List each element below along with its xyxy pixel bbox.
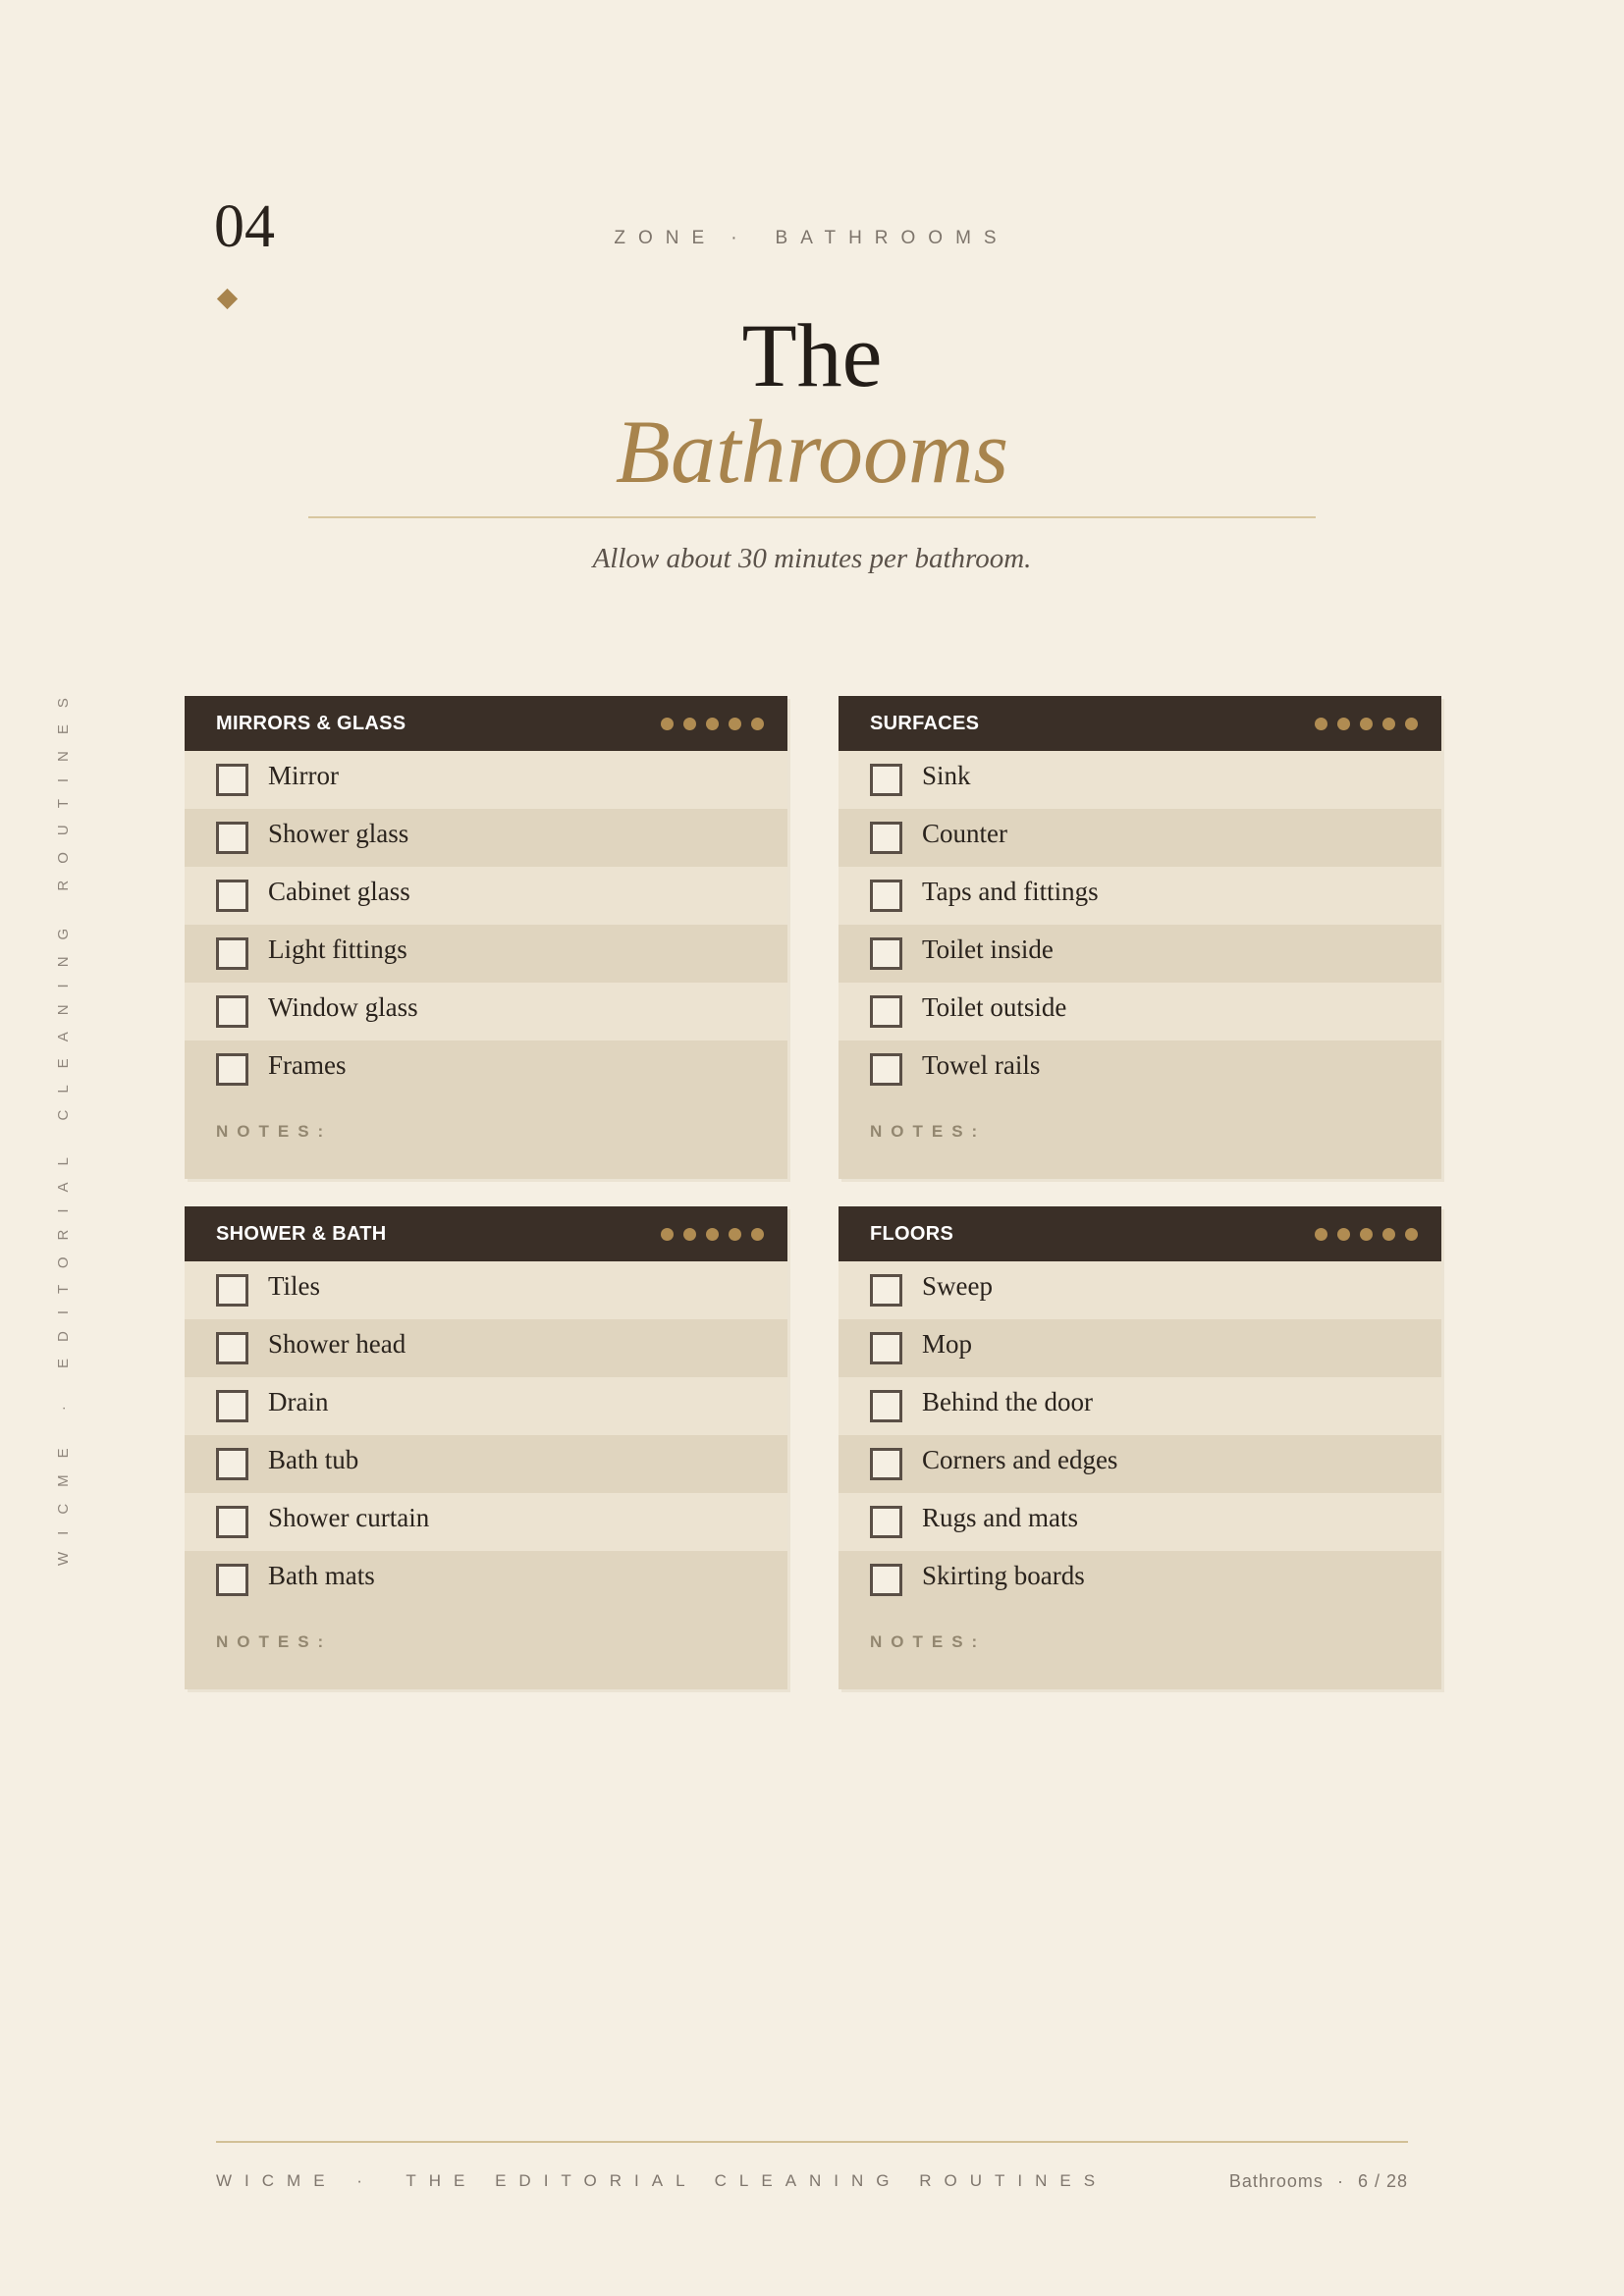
checklist-item[interactable]	[839, 1377, 1441, 1435]
dot-icon	[683, 718, 696, 730]
dot-icon	[1405, 1228, 1418, 1241]
checkbox[interactable]	[216, 764, 248, 796]
checklist-card	[185, 1206, 787, 1689]
footer-section: Bathrooms	[1228, 2171, 1324, 2191]
checklist-item[interactable]	[839, 809, 1441, 867]
checklist-item-label: Toilet inside	[922, 934, 1054, 964]
card-title: SURFACES	[870, 712, 980, 734]
checklist-item-label: Mirror	[268, 761, 339, 790]
checkbox[interactable]	[870, 937, 902, 970]
checkbox[interactable]	[870, 1506, 902, 1538]
zone-name: BATHROOMS	[775, 228, 1009, 248]
dot-icon	[1382, 718, 1395, 730]
checklist-item-label: Shower glass	[268, 819, 409, 848]
checkbox[interactable]	[216, 1448, 248, 1480]
checklist-item-label: Shower head	[268, 1329, 406, 1359]
checkbox[interactable]	[216, 995, 248, 1028]
header-dots-icon	[1315, 1228, 1418, 1241]
checklist-item[interactable]	[185, 1041, 787, 1098]
footer-series: THE EDITORIAL CLEANING ROUTINES	[406, 2171, 1109, 2190]
checkbox[interactable]	[216, 1332, 248, 1364]
checklist-card	[839, 696, 1441, 1179]
checklist-item[interactable]	[839, 925, 1441, 983]
card-header	[839, 1206, 1441, 1261]
notes-area[interactable]: NOTES:	[870, 1632, 987, 1651]
dot-icon	[1360, 718, 1373, 730]
title-divider	[308, 516, 1316, 518]
checklist-item-label: Drain	[268, 1387, 329, 1416]
dot-icon	[1405, 718, 1418, 730]
card-header	[185, 696, 787, 751]
checklist-item[interactable]	[839, 1041, 1441, 1098]
checkbox[interactable]	[216, 880, 248, 912]
side-running-title: WICME · EDITORIAL CLEANING ROUTINES	[55, 681, 72, 1566]
checklist-item[interactable]	[839, 1261, 1441, 1319]
checklist-item[interactable]	[185, 809, 787, 867]
checklist-item-label: Behind the door	[922, 1387, 1093, 1416]
dot-icon	[729, 1228, 741, 1241]
checkbox[interactable]	[870, 1053, 902, 1086]
header-dots-icon	[661, 1228, 764, 1241]
checklist-item[interactable]	[839, 983, 1441, 1041]
checklist-item-label: Cabinet glass	[268, 877, 410, 906]
header-dots-icon	[661, 718, 764, 730]
checklist-item-label: Frames	[268, 1050, 347, 1080]
card-title: SHOWER & BATH	[216, 1222, 387, 1245]
checklist-item[interactable]	[185, 1377, 787, 1435]
checklist-item[interactable]	[185, 1261, 787, 1319]
checkbox[interactable]	[870, 1390, 902, 1422]
checklist-item[interactable]	[839, 1319, 1441, 1377]
checklist-item[interactable]	[185, 925, 787, 983]
checkbox[interactable]	[870, 764, 902, 796]
checklist-item-label: Bath mats	[268, 1561, 375, 1590]
checklist-item[interactable]	[839, 1493, 1441, 1551]
checklist-item[interactable]	[185, 1319, 787, 1377]
zone-label	[393, 228, 1230, 249]
dot-icon	[1360, 1228, 1373, 1241]
card-header	[185, 1206, 787, 1261]
checklist-item-label: Bath tub	[268, 1445, 359, 1474]
footer-left	[216, 2171, 1108, 2191]
checkbox[interactable]	[870, 1332, 902, 1364]
checklist-item[interactable]	[839, 867, 1441, 925]
checklist-item[interactable]	[185, 867, 787, 925]
dot-icon	[1315, 1228, 1327, 1241]
checkbox[interactable]	[216, 937, 248, 970]
checkbox[interactable]	[870, 1448, 902, 1480]
zone-word: ZONE	[614, 228, 718, 248]
footer-divider	[216, 2141, 1408, 2143]
footer-page-separator: ·	[1336, 2171, 1344, 2191]
checkbox[interactable]	[216, 1390, 248, 1422]
page-title-line1: The	[741, 305, 883, 405]
checkbox[interactable]	[216, 1506, 248, 1538]
checklist-item-label: Sweep	[922, 1271, 993, 1301]
dot-icon	[661, 718, 674, 730]
footer-right	[1229, 2171, 1408, 2192]
checklist-item-label: Toilet outside	[922, 992, 1067, 1022]
checkbox[interactable]	[870, 995, 902, 1028]
dot-icon	[706, 1228, 719, 1241]
checklist-item-label: Towel rails	[922, 1050, 1041, 1080]
checklist-item-label: Sink	[922, 761, 971, 790]
checklist-item-label: Skirting boards	[922, 1561, 1085, 1590]
notes-area[interactable]: NOTES:	[216, 1122, 333, 1141]
dot-icon	[1337, 1228, 1350, 1241]
notes-area[interactable]: NOTES:	[870, 1122, 987, 1141]
notes-area[interactable]: NOTES:	[216, 1632, 333, 1651]
checklist-card	[185, 696, 787, 1179]
checklist-item-label: Taps and fittings	[922, 877, 1099, 906]
checklist-item[interactable]	[185, 983, 787, 1041]
dot-icon	[661, 1228, 674, 1241]
checkbox[interactable]	[870, 880, 902, 912]
checklist-item-label: Window glass	[268, 992, 418, 1022]
checkbox[interactable]	[870, 1564, 902, 1596]
checkbox[interactable]	[216, 1564, 248, 1596]
footer-separator: ·	[356, 2171, 375, 2190]
checklist-item[interactable]	[839, 751, 1441, 809]
checklist-item-label: Tiles	[268, 1271, 321, 1301]
page-number: 6 / 28	[1357, 2171, 1408, 2191]
page-title-line2: Bathrooms	[615, 401, 1009, 502]
checkbox[interactable]	[216, 1053, 248, 1086]
checklist-item[interactable]	[839, 1435, 1441, 1493]
checklist-item[interactable]	[185, 1551, 787, 1609]
page-subtitle: Allow about 30 minutes per bathroom.	[592, 543, 1032, 574]
checklist-item-label: Rugs and mats	[922, 1503, 1078, 1532]
checkbox[interactable]	[216, 1274, 248, 1307]
checklist-item[interactable]	[185, 1493, 787, 1551]
dot-icon	[751, 718, 764, 730]
dot-icon	[751, 1228, 764, 1241]
checklist-item-label: Mop	[922, 1329, 973, 1359]
checklist-item[interactable]	[839, 1551, 1441, 1609]
dot-icon	[1382, 1228, 1395, 1241]
dot-icon	[683, 1228, 696, 1241]
checklist-item[interactable]	[185, 751, 787, 809]
checklist-item-label: Counter	[922, 819, 1007, 848]
zone-separator: ·	[731, 228, 750, 248]
checkbox[interactable]	[870, 822, 902, 854]
checkbox[interactable]	[870, 1274, 902, 1307]
dot-icon	[706, 718, 719, 730]
card-title: FLOORS	[870, 1222, 954, 1245]
zone-number: 04	[214, 193, 275, 260]
dot-icon	[729, 718, 741, 730]
footer-brand: WICME	[216, 2171, 338, 2190]
card-header	[839, 696, 1441, 751]
checkbox[interactable]	[216, 822, 248, 854]
checklist-item-label: Corners and edges	[922, 1445, 1118, 1474]
header-dots-icon	[1315, 718, 1418, 730]
card-title: MIRRORS & GLASS	[216, 712, 406, 734]
checklist-item[interactable]	[185, 1435, 787, 1493]
checklist-item-label: Light fittings	[268, 934, 407, 964]
checklist-card	[839, 1206, 1441, 1689]
dot-icon	[1337, 718, 1350, 730]
checklist-item-label: Shower curtain	[268, 1503, 430, 1532]
dot-icon	[1315, 718, 1327, 730]
